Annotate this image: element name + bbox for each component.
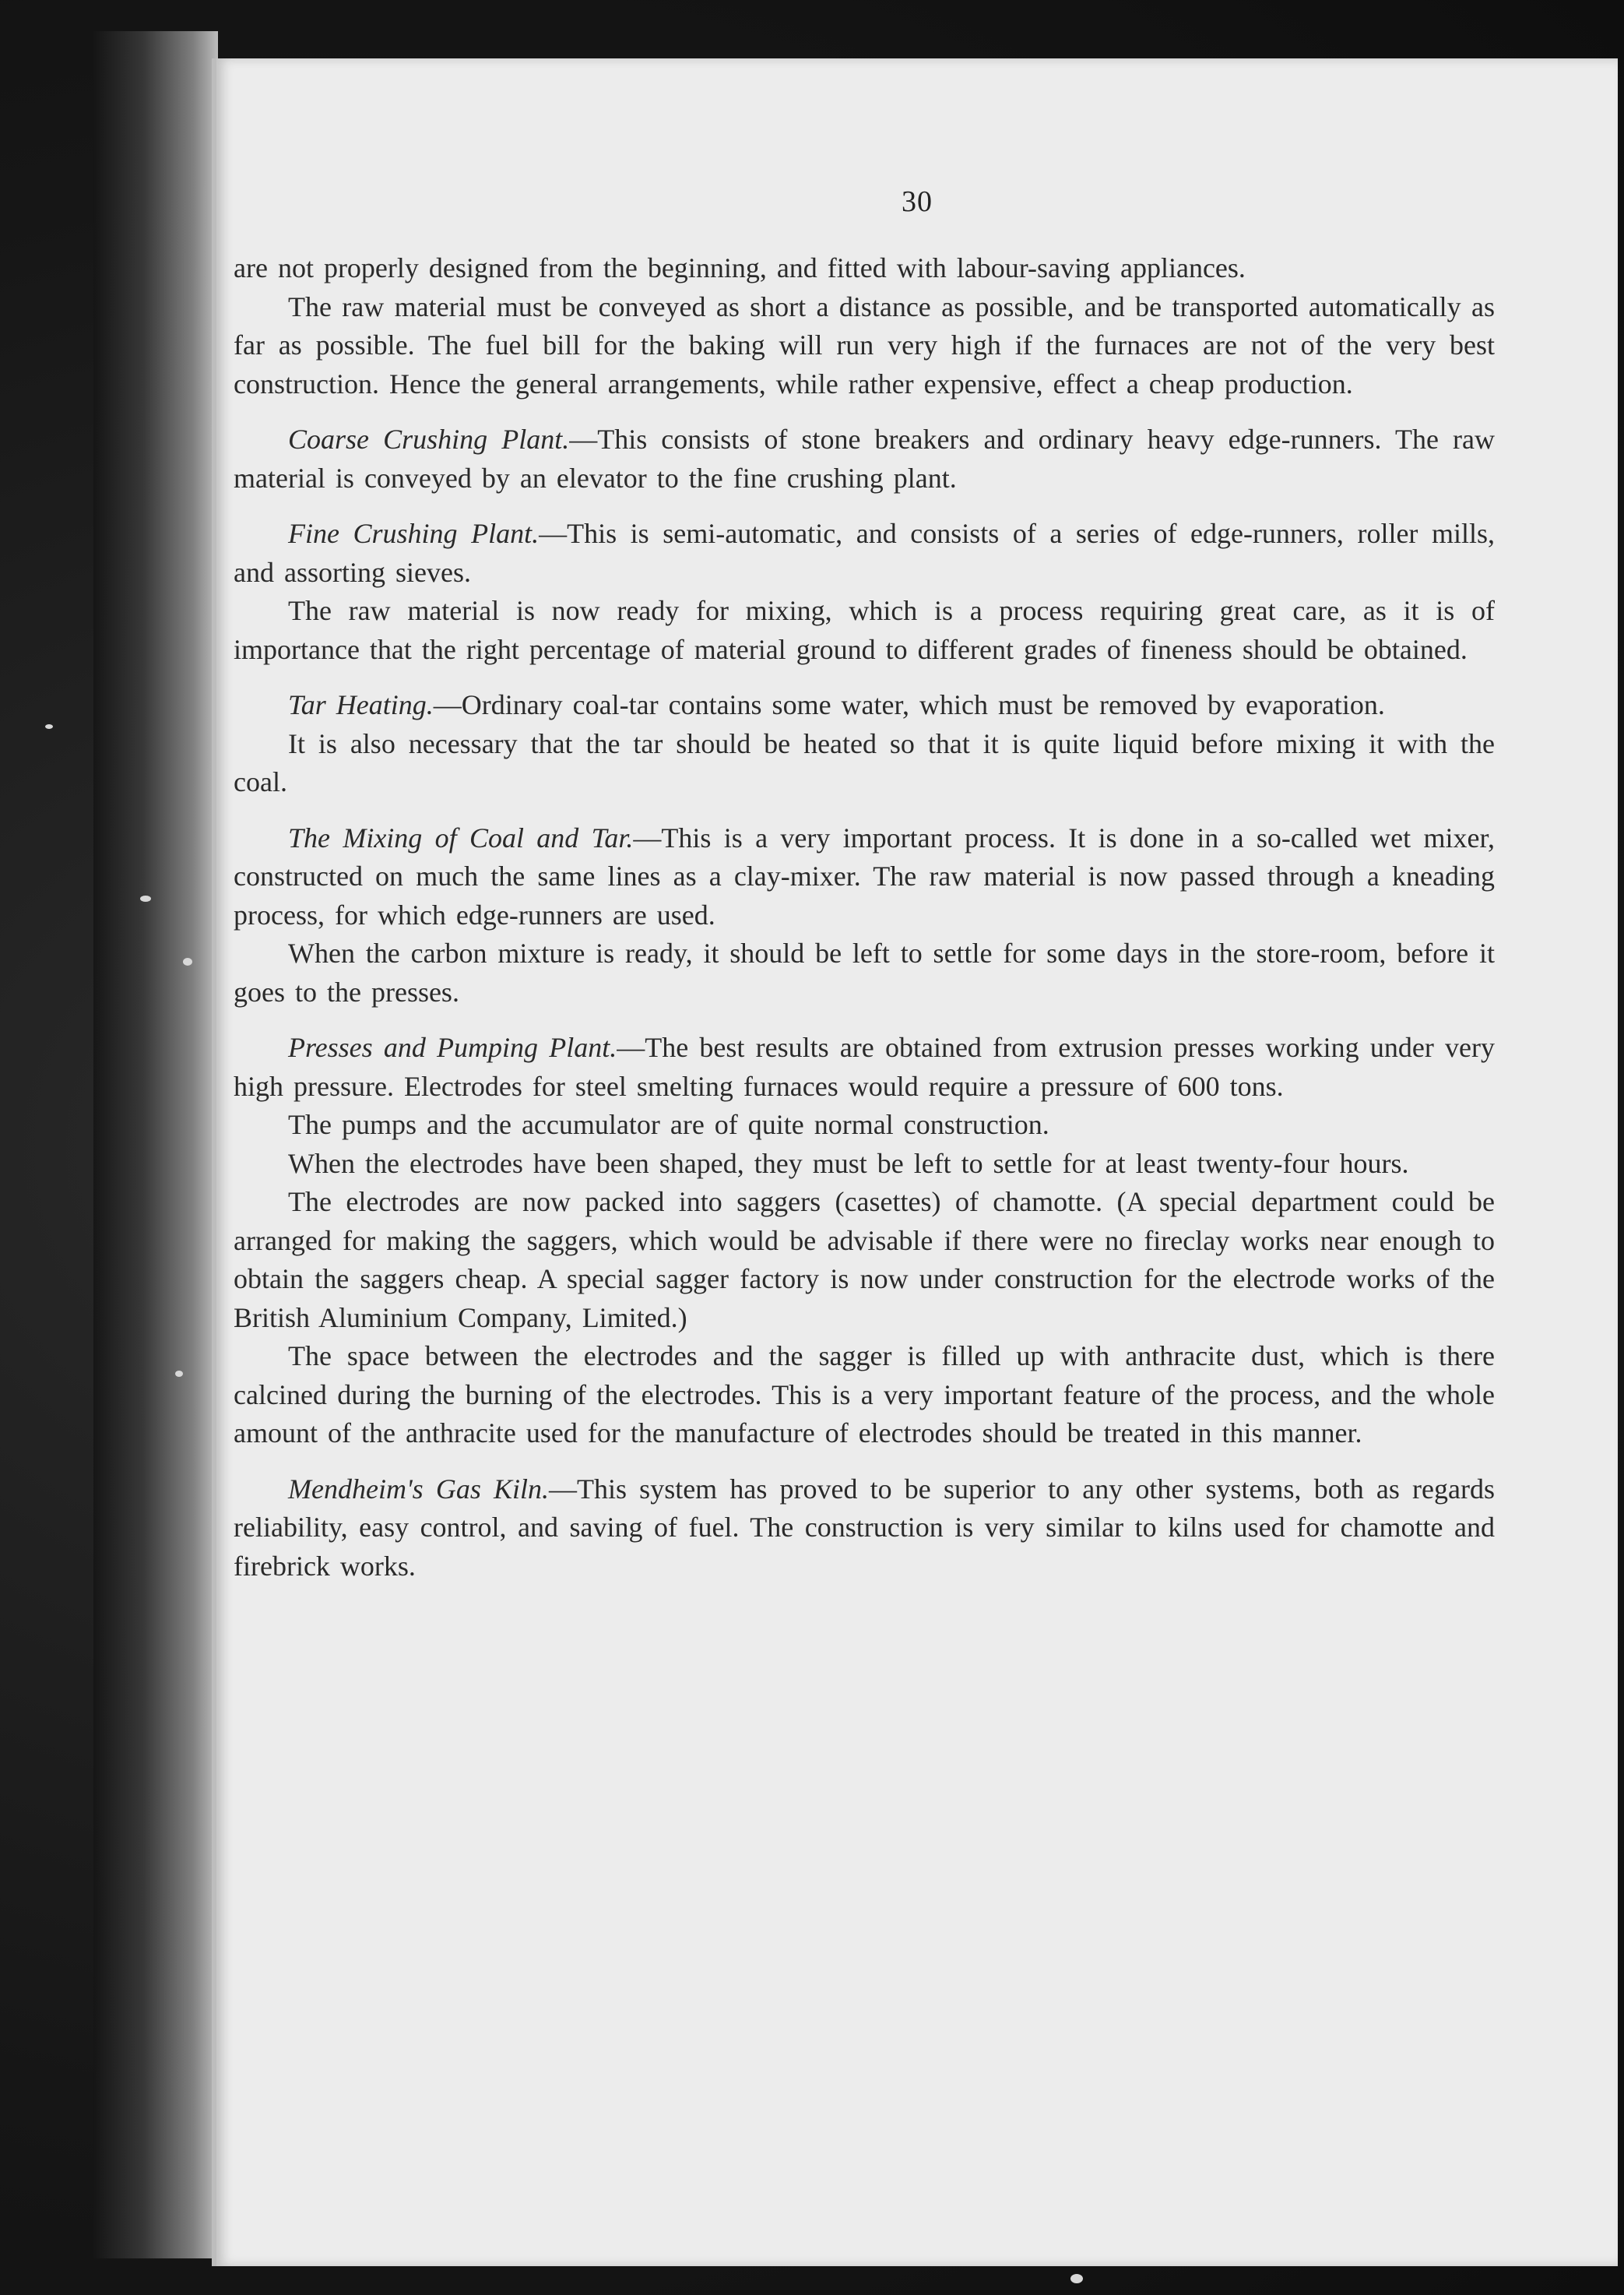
section-heading: Tar Heating. [288, 689, 434, 720]
paragraph-text: are not properly designed from the beginning, and fitted with labour-saving appliances. [234, 252, 1246, 283]
paragraph-3 [234, 421, 1495, 498]
section-heading: Fine Crushing Plant. [288, 518, 540, 549]
dust-speck [140, 896, 151, 902]
paragraph-text: —This is semi-automatic, and consists of a series of edge-runners, roller mills, and assorting sieves. [234, 518, 1495, 588]
paragraph-text: —This system has proved to be superior to any other systems, both as regards reliability, easy control, and saving of fuel. The construction is very similar to kilns used for chamotte and firebrick works. [234, 1473, 1495, 1582]
paragraph-text: —The best results are obtained from extrusion presses working under very high pressure. Electrodes for steel smelting furnaces would require a pressure of 600 tons. [234, 1032, 1495, 1102]
section-heading: Presses and Pumping Plant. [288, 1032, 617, 1063]
paragraph-text: The pumps and the accumulator are of quite normal construction. [288, 1109, 1049, 1140]
paragraph-5 [234, 592, 1495, 669]
paragraph-text: —Ordinary coal-tar contains some water, which must be removed by evaporation. [433, 689, 1385, 720]
section-heading: The Mixing of Coal and Tar. [288, 822, 634, 854]
paragraph-6 [234, 686, 1495, 725]
body-text [234, 249, 1495, 1586]
paragraph-1 [234, 249, 1495, 288]
paragraph-4 [234, 515, 1495, 592]
paragraph-13 [234, 1183, 1495, 1337]
paragraph-text: —This is a very important process. It is done in a so-called wet mixer, constructed on much the same lines as a clay-mixer. The raw material is now passed through a kneading process, for which edge-runners are used. [234, 822, 1495, 931]
page-number: 30 [902, 185, 933, 218]
paragraph-15 [234, 1470, 1495, 1586]
dust-speck [45, 724, 53, 729]
paragraph-text: When the electrodes have been shaped, they must be left to settle for at least twenty-four hours. [288, 1147, 1409, 1179]
paragraph-text: The raw material is now ready for mixing, which is a process requiring great care, as it is of importance that the right percentage of material ground to different grades of fineness should be obtained. [234, 595, 1495, 665]
paragraph-12 [234, 1145, 1495, 1184]
paragraph-9 [234, 935, 1495, 1012]
paragraph-7 [234, 725, 1495, 802]
dust-speck [175, 1371, 183, 1377]
paragraph-text: The space between the electrodes and the sagger is filled up with anthracite dust, which is there calcined during the burning of the electrodes. This is a very important feature of the process, and the whole amount of the anthracite used for the manufacture of electrodes should be treated in this manner. [234, 1340, 1495, 1448]
section-heading: Mendheim's Gas Kiln. [288, 1473, 550, 1505]
section-heading: Coarse Crushing Plant. [288, 424, 570, 455]
dust-speck [1070, 2274, 1083, 2283]
paragraph-text: The raw material must be conveyed as short a distance as possible, and be transported automatically as far as possible. The fuel bill for the baking will run very high if the furnaces are not of the very best construction. Hence the general arrangements, while rather expensive, effect a cheap production. [234, 290, 1495, 400]
paragraph-14 [234, 1337, 1495, 1453]
paragraph-text: The electrodes are now packed into saggers (casettes) of chamotte. (A special department could be arranged for making the saggers, which would be advisable if there were no fireclay works near enough to obtain the saggers cheap. A special sagger factory is now under construction for the electrode works of the British Aluminium Company, Limited.) [234, 1186, 1495, 1333]
paragraph-8 [234, 819, 1495, 935]
book-spine-edge [93, 31, 218, 2258]
dust-speck [183, 958, 192, 966]
paragraph-text: When the carbon mixture is ready, it should be left to settle for some days in the store-room, before it goes to the presses. [234, 938, 1495, 1008]
paragraph-text: —This consists of stone breakers and ordinary heavy edge-runners. The raw material is conveyed by an elevator to the fine crushing plant. [234, 424, 1495, 494]
paragraph-10 [234, 1029, 1495, 1106]
paragraph-11 [234, 1106, 1495, 1145]
paragraph-2 [234, 288, 1495, 404]
paragraph-text: It is also necessary that the tar should be heated so that it is quite liquid before mixing it with the coal. [234, 727, 1495, 797]
